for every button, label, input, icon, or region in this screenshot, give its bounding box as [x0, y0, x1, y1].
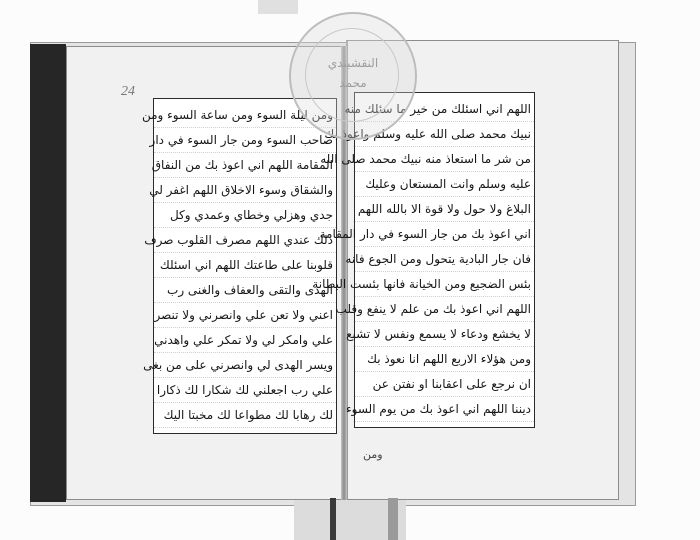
manuscript-text-line: المقامة اللهم اني اعوذ بك من النفاق: [151, 158, 333, 172]
ruling-line: [154, 352, 336, 353]
manuscript-text-line: اللهم اني اعوذ بك من علم لا ينفع وقلب: [335, 302, 531, 316]
ruling-line: [355, 271, 534, 272]
ruling-line: [355, 396, 534, 397]
ruling-line: [355, 321, 534, 322]
manuscript-text-line: اني اعوذ بك من جار السوء في دار المقامة: [319, 227, 531, 241]
manuscript-text-line: ومن ليلة السوء ومن ساعة السوء ومن: [141, 108, 333, 122]
manuscript-text-line: ومن هؤلاء الاربع اللهم انا نعوذ بك: [367, 352, 531, 366]
book-spine: [30, 44, 66, 502]
ruling-line: [355, 296, 534, 297]
bookmark-ribbon: [388, 498, 398, 540]
folio-number: 24: [121, 84, 135, 99]
manuscript-text-line: ديننا اللهم اني اعوذ بك من يوم السوء: [346, 402, 531, 416]
ruling-line: [355, 246, 534, 247]
ruling-line: [154, 327, 336, 328]
ruling-line: [154, 252, 336, 253]
ruling-line: [154, 127, 336, 128]
manuscript-text-line: جدي وهزلي وخطاي وعمدي وكل: [169, 208, 333, 222]
ruling-line: [154, 277, 336, 278]
ruling-line: [355, 221, 534, 222]
manuscript-text-line: الهدى والتقى والعفاف والغنى رب: [167, 283, 333, 297]
manuscript-text-line: لا يخشع ودعاء لا يسمع ونفس لا تشبع: [346, 327, 531, 341]
manuscript-text-line: صاحب السوء ومن جار السوء في دار: [149, 133, 333, 147]
ruling-line: [154, 427, 336, 428]
ruling-line: [355, 196, 534, 197]
manuscript-text-line: علي وامكر لي ولا تمكر علي واهدني: [154, 333, 333, 347]
manuscript-text-line: بئس الضجيع ومن الخيانة فانها بئست البطانة: [312, 277, 531, 291]
manuscript-text-line: ذلك عندي اللهم مصرف القلوب صرف: [144, 233, 333, 247]
ruling-line: [355, 346, 534, 347]
manuscript-text-line: اللهم اني اسئلك من خير ما سئلك منه: [344, 102, 531, 116]
ruling-line: [154, 377, 336, 378]
manuscript-text-line: اعني ولا تعن علي وانصرني ولا تنصر: [154, 308, 333, 322]
ownership-seal-stamp: [289, 12, 417, 140]
seal-inner-ring: [305, 28, 399, 122]
manuscript-text-line: نبيك محمد صلى الله عليه وسلم واعوذ بك: [324, 127, 531, 141]
manuscript-text-line: والشقاق وسوء الاخلاق اللهم اغفر لي: [149, 183, 333, 197]
ruling-line: [154, 202, 336, 203]
manuscript-text-line: عليه وسلم وانت المستعان وعليك: [365, 177, 531, 191]
seal-text-line: محمد: [339, 76, 367, 90]
ruling-line: [154, 402, 336, 403]
manuscript-text-line: لك رهابا لك مطواعا لك مخبتا اليك: [163, 408, 333, 422]
ruling-line: [355, 421, 534, 422]
ruling-line: [154, 227, 336, 228]
ruling-line: [154, 302, 336, 303]
manuscript-text-line: من شر ما استعاذ منه نبيك محمد صلى الله: [320, 152, 531, 166]
manuscript-text-line: ان نرجع على اعقابنا او نفتن عن: [372, 377, 531, 391]
ruling-line: [154, 152, 336, 153]
bookmark-ribbon: [330, 498, 336, 540]
ruling-line: [355, 171, 534, 172]
ruling-line: [355, 146, 534, 147]
manuscript-text-line: علي رب اجعلني لك شكارا لك ذكارا: [156, 383, 333, 397]
manuscript-text-line: ويسر الهدى لي وانصرني على من بغى: [143, 358, 333, 372]
right-text-block: [312, 92, 535, 428]
manuscript-text-line: فان جار البادية يتحول ومن الجوع فانه: [345, 252, 531, 266]
manuscript-text-line: قلوبنا على طاعتك اللهم اني اسئلك: [159, 258, 333, 272]
scan-edge-mark: [258, 0, 298, 14]
left-text-block: [141, 98, 337, 434]
catchword: ومن: [363, 448, 383, 461]
ruling-line: [154, 177, 336, 178]
manuscript-text-line: البلاغ ولا حول ولا قوة الا بالله اللهم: [357, 202, 531, 216]
ruling-line: [355, 371, 534, 372]
seal-text-line: النقشبندي: [327, 56, 379, 70]
